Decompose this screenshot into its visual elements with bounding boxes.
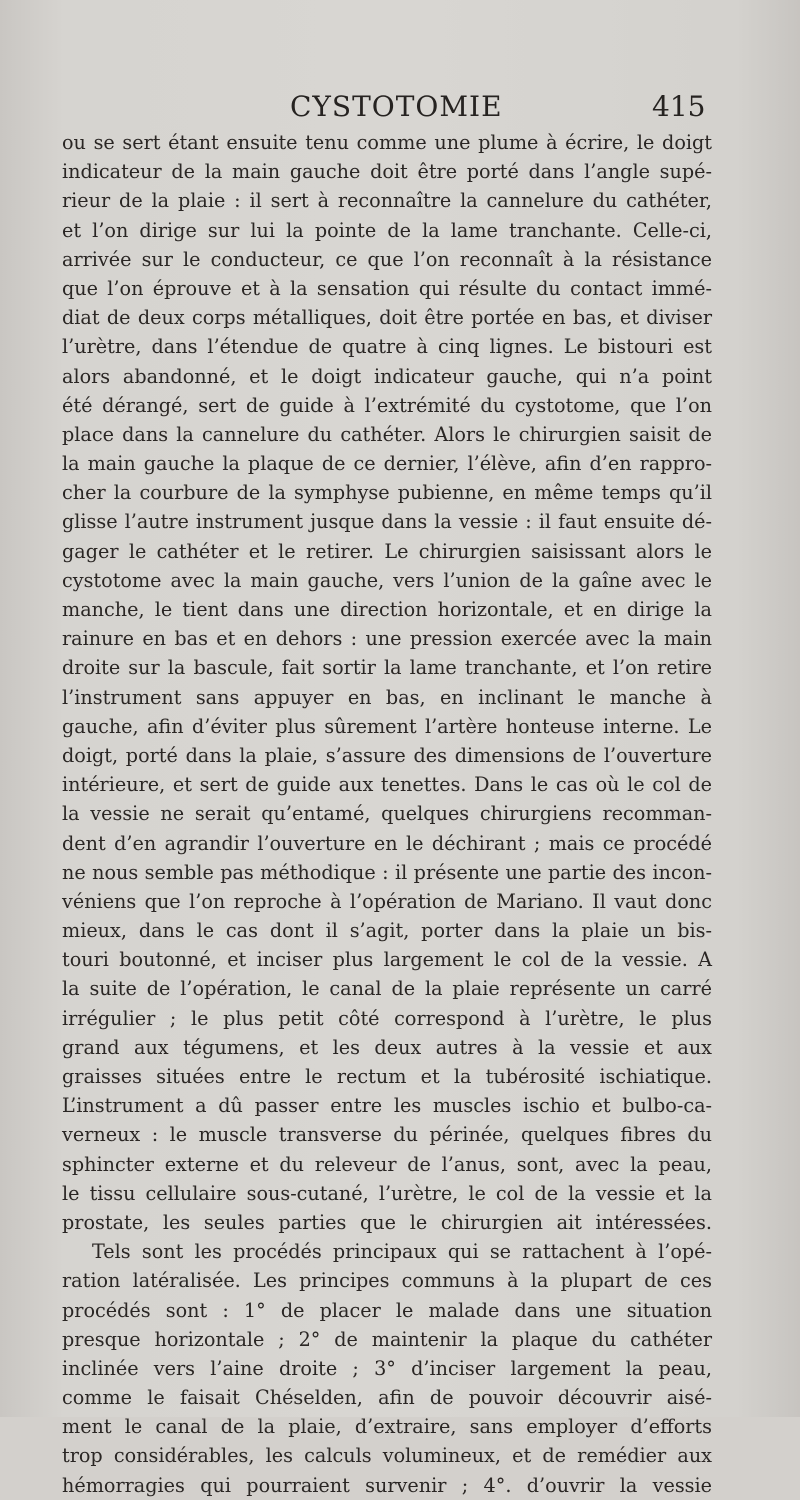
text-line: manche, le tient dans une direction horizontale, et en dirige la	[62, 598, 712, 621]
text-line: diat de deux corps métalliques, doit être portée en bas, et diviser	[62, 306, 712, 330]
text-line: ment le canal de la plaie, d’extraire, sans employer d’efforts	[62, 1415, 712, 1439]
text-line: place dans la cannelure du cathéter. Alors le chirurgien saisit de	[62, 422, 712, 446]
text-line: glisse l’autre instrument jusque dans la vessie : il faut ensuite dé-	[62, 510, 712, 534]
text-line: procédés sont : 1° de placer le malade dans une situation	[62, 1298, 712, 1322]
text-line: le tissu cellulaire sous-cutané, l’urètre, le col de la vessie et la	[62, 1181, 712, 1205]
text-line: inclinée vers l’aine droite ; 3° d’inciser largement la peau,	[62, 1356, 712, 1380]
page-header	[0, 86, 800, 126]
text-line: l’urètre, dans l’étendue de quatre à cinq lignes. Le bistouri est	[62, 335, 712, 359]
text-line: irrégulier ; le plus petit côté correspond à l’urètre, le plus	[62, 1006, 712, 1030]
paragraph-start-line: Tels sont les procédés principaux qui se rattachent à l’opé-	[92, 1240, 712, 1264]
text-line: véniens que l’on reproche à l’opération de Mariano. Il vaut donc	[62, 889, 712, 913]
text-line: intérieure, et sert de guide aux tenettes. Dans le cas où le col de	[62, 773, 712, 797]
text-line: ration latéralisée. Les principes communs à la plupart de ces	[62, 1269, 712, 1293]
text-line: graisses situées entre le rectum et la tubérosité ischiatique.	[62, 1065, 712, 1088]
text-line: et l’on dirige sur lui la pointe de la lame tranchante. Celle-ci,	[62, 218, 712, 242]
text-line: été dérangé, sert de guide à l’extrémité du cystotome, que l’on	[62, 393, 712, 417]
text-line: la suite de l’opération, le canal de la plaie représente un carré	[62, 977, 712, 1001]
text-line: trop considérables, les calculs volumineux, et de remédier aux	[62, 1444, 712, 1468]
text-line: l’instrument sans appuyer en bas, en inclinant le manche à	[62, 685, 712, 709]
text-line: que l’on éprouve et à la sensation qui résulte du contact immé-	[62, 276, 712, 300]
text-line: presque horizontale ; 2° de maintenir la plaque du cathéter	[62, 1327, 712, 1351]
body-text	[62, 128, 712, 1500]
text-line: la vessie ne serait qu’entamé, quelques chirurgiens recomman-	[62, 802, 712, 826]
text-line: arrivée sur le conducteur, ce que l’on reconnaît à la résistance	[62, 247, 712, 271]
text-line: prostate, les seules parties que le chirurgien ait intéressées.	[62, 1210, 712, 1234]
page-number: 415	[652, 90, 706, 123]
text-line: cystotome avec la main gauche, vers l’union de la gaîne avec le	[62, 568, 712, 592]
text-line: comme le faisait Chéselden, afin de pouvoir découvrir aisé-	[62, 1386, 712, 1410]
text-line: sphincter externe et du releveur de l’anus, sont, avec la peau,	[62, 1152, 712, 1176]
text-line: gauche, afin d’éviter plus sûrement l’artère honteuse interne. Le	[62, 714, 712, 738]
text-line: gager le cathéter et le retirer. Le chirurgien saisissant alors le	[62, 539, 712, 563]
text-line: la main gauche la plaque de ce dernier, l’élève, afin d’en rappro-	[62, 452, 712, 476]
text-line: doigt, porté dans la plaie, s’assure des dimensions de l’ouverture	[62, 743, 712, 767]
text-line: rainure en bas et en dehors : une pression exercée avec la main	[62, 627, 712, 651]
text-line: ou se sert étant ensuite tenu comme une plume à écrire, le doigt	[62, 131, 712, 154]
text-line: alors abandonné, et le doigt indicateur gauche, qui n’a point	[62, 364, 712, 388]
text-line: dent d’en agrandir l’ouverture en le déchirant ; mais ce procédé	[62, 831, 712, 855]
text-line: hémorragies qui pourraient survenir ; 4°. d’ouvrir la vessie	[62, 1473, 712, 1497]
text-line: L’instrument a dû passer entre les muscles ischio et bulbo-ca-	[62, 1094, 712, 1118]
text-line: indicateur de la main gauche doit être porté dans l’angle supé-	[62, 160, 712, 184]
text-line: grand aux tégumens, et les deux autres à la vessie et aux	[62, 1035, 712, 1059]
text-line: ne nous semble pas méthodique : il présente une partie des incon-	[62, 860, 712, 884]
text-line: touri boutonné, et inciser plus largement le col de la vessie. A	[62, 948, 712, 972]
text-line: cher la courbure de la symphyse pubienne, en même temps qu’il	[62, 481, 712, 505]
text-line: droite sur la bascule, fait sortir la lame tranchante, et l’on retire	[62, 656, 712, 680]
running-title: CYSTOTOMIE	[290, 90, 503, 123]
text-line: verneux : le muscle transverse du périnée, quelques fibres du	[62, 1123, 712, 1147]
text-line: rieur de la plaie : il sert à reconnaître la cannelure du cathéter,	[62, 189, 712, 213]
text-line: mieux, dans le cas dont il s’agit, porter dans la plaie un bis-	[62, 919, 712, 943]
